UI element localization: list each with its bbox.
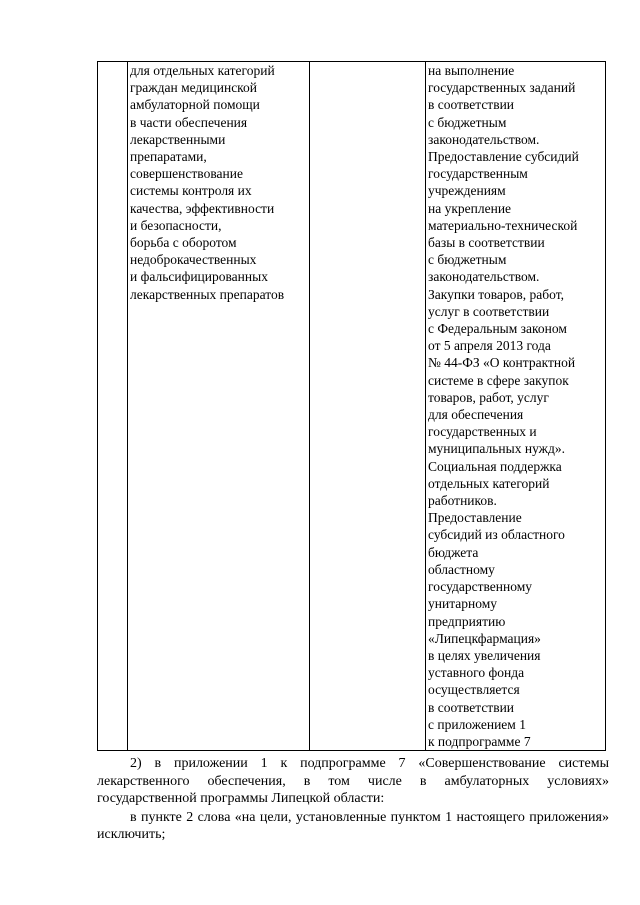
task-text-line: недоброкачественных bbox=[130, 252, 257, 268]
measures-text-line: уставного фонда bbox=[428, 665, 525, 681]
table-cell-empty bbox=[310, 62, 426, 751]
measures-text-line: предприятию bbox=[428, 613, 506, 629]
measures-text-line: к подпрограмме 7 bbox=[428, 733, 531, 749]
measures-text-line: государственному bbox=[428, 579, 533, 595]
measures-text-line: на укрепление bbox=[428, 200, 512, 216]
measures-text-line: Предоставление субсидий bbox=[428, 149, 579, 165]
task-text-line: для отдельных категорий bbox=[130, 63, 275, 78]
measures-text-line: учреждениям bbox=[428, 183, 506, 199]
document-table bbox=[97, 61, 606, 751]
measures-text-line: «Липецкфармация» bbox=[428, 630, 541, 646]
task-text-line: и безопасности, bbox=[130, 217, 222, 233]
measures-text-line: государственным bbox=[428, 166, 528, 182]
measures-text-line: с Федеральным законом bbox=[428, 321, 567, 337]
measures-text-line: товаров, работ, услуг bbox=[428, 389, 549, 405]
task-text-line: в части обеспечения bbox=[130, 114, 248, 130]
paragraph-amendment-2: 2) в приложении 1 к подпрограмме 7 «Совершенствование системы лекарственного обеспечения, в том числе в амбулаторных условиях» государственной программы Липецкой области: bbox=[97, 756, 609, 807]
measures-text-line: с бюджетным bbox=[428, 114, 507, 130]
measures-text bbox=[426, 62, 605, 750]
measures-text-line: от 5 апреля 2013 года bbox=[428, 338, 551, 354]
measures-text-line: на выполнение bbox=[428, 63, 515, 78]
measures-text-line: № 44-ФЗ «О контрактной bbox=[428, 355, 576, 371]
measures-text-line: отдельных категорий bbox=[428, 475, 550, 491]
measures-text-line: базы в соответствии bbox=[428, 235, 545, 251]
measures-text-line: материально-технической bbox=[428, 217, 578, 233]
measures-text-line: услуг в соответствии bbox=[428, 303, 550, 319]
measures-text-line: в целях увеличения bbox=[428, 647, 541, 663]
task-text-line: качества, эффективности bbox=[130, 200, 275, 216]
table-cell-measures bbox=[426, 62, 606, 751]
task-text-line: и фальсифицированных bbox=[130, 269, 268, 285]
measures-text-line: для обеспечения bbox=[428, 407, 524, 423]
measures-text-line: системе в сфере закупок bbox=[428, 372, 569, 388]
measures-text-line: с бюджетным bbox=[428, 252, 507, 268]
table-cell-task bbox=[128, 62, 310, 751]
measures-text-line: осуществляется bbox=[428, 682, 520, 698]
measures-text-line: законодательством. bbox=[428, 269, 540, 285]
table-cell-number bbox=[98, 62, 128, 751]
measures-text-line: государственных заданий bbox=[428, 80, 576, 96]
task-text-line: граждан медицинской bbox=[130, 80, 258, 96]
measures-text-line: субсидий из областного bbox=[428, 527, 565, 543]
task-text-line: амбулаторной помощи bbox=[130, 97, 260, 113]
measures-text-line: Предоставление bbox=[428, 510, 522, 526]
measures-text-line: законодательством. bbox=[428, 131, 540, 147]
task-text-line: совершенствование bbox=[130, 166, 243, 182]
measures-text-line: государственных и bbox=[428, 424, 537, 440]
task-text-line: препаратами, bbox=[130, 149, 207, 165]
measures-text-line: унитарному bbox=[428, 596, 498, 612]
measures-text-line: Закупки товаров, работ, bbox=[428, 286, 564, 302]
measures-text-line: бюджета bbox=[428, 544, 479, 560]
measures-text-line: областному bbox=[428, 561, 495, 577]
task-text-line: системы контроля их bbox=[130, 183, 252, 199]
task-text-line: лекарственными bbox=[130, 131, 226, 147]
task-text-line: лекарственных препаратов bbox=[130, 286, 285, 302]
measures-text-line: работников. bbox=[428, 493, 497, 509]
body-text bbox=[97, 755, 609, 845]
measures-text-line: в соответствии bbox=[428, 97, 515, 113]
task-text-line: борьба с оборотом bbox=[130, 235, 237, 251]
measures-text-line: в соответствии bbox=[428, 699, 515, 715]
measures-text-line: Социальная поддержка bbox=[428, 458, 562, 474]
measures-text-line: муниципальных нужд». bbox=[428, 441, 565, 457]
task-text bbox=[128, 62, 309, 303]
paragraph-item-2-change: в пункте 2 слова «на цели, установленные пунктом 1 настоящего приложения» исключить; bbox=[97, 809, 609, 843]
table-row bbox=[98, 62, 606, 751]
measures-text-line: с приложением 1 bbox=[428, 716, 526, 732]
